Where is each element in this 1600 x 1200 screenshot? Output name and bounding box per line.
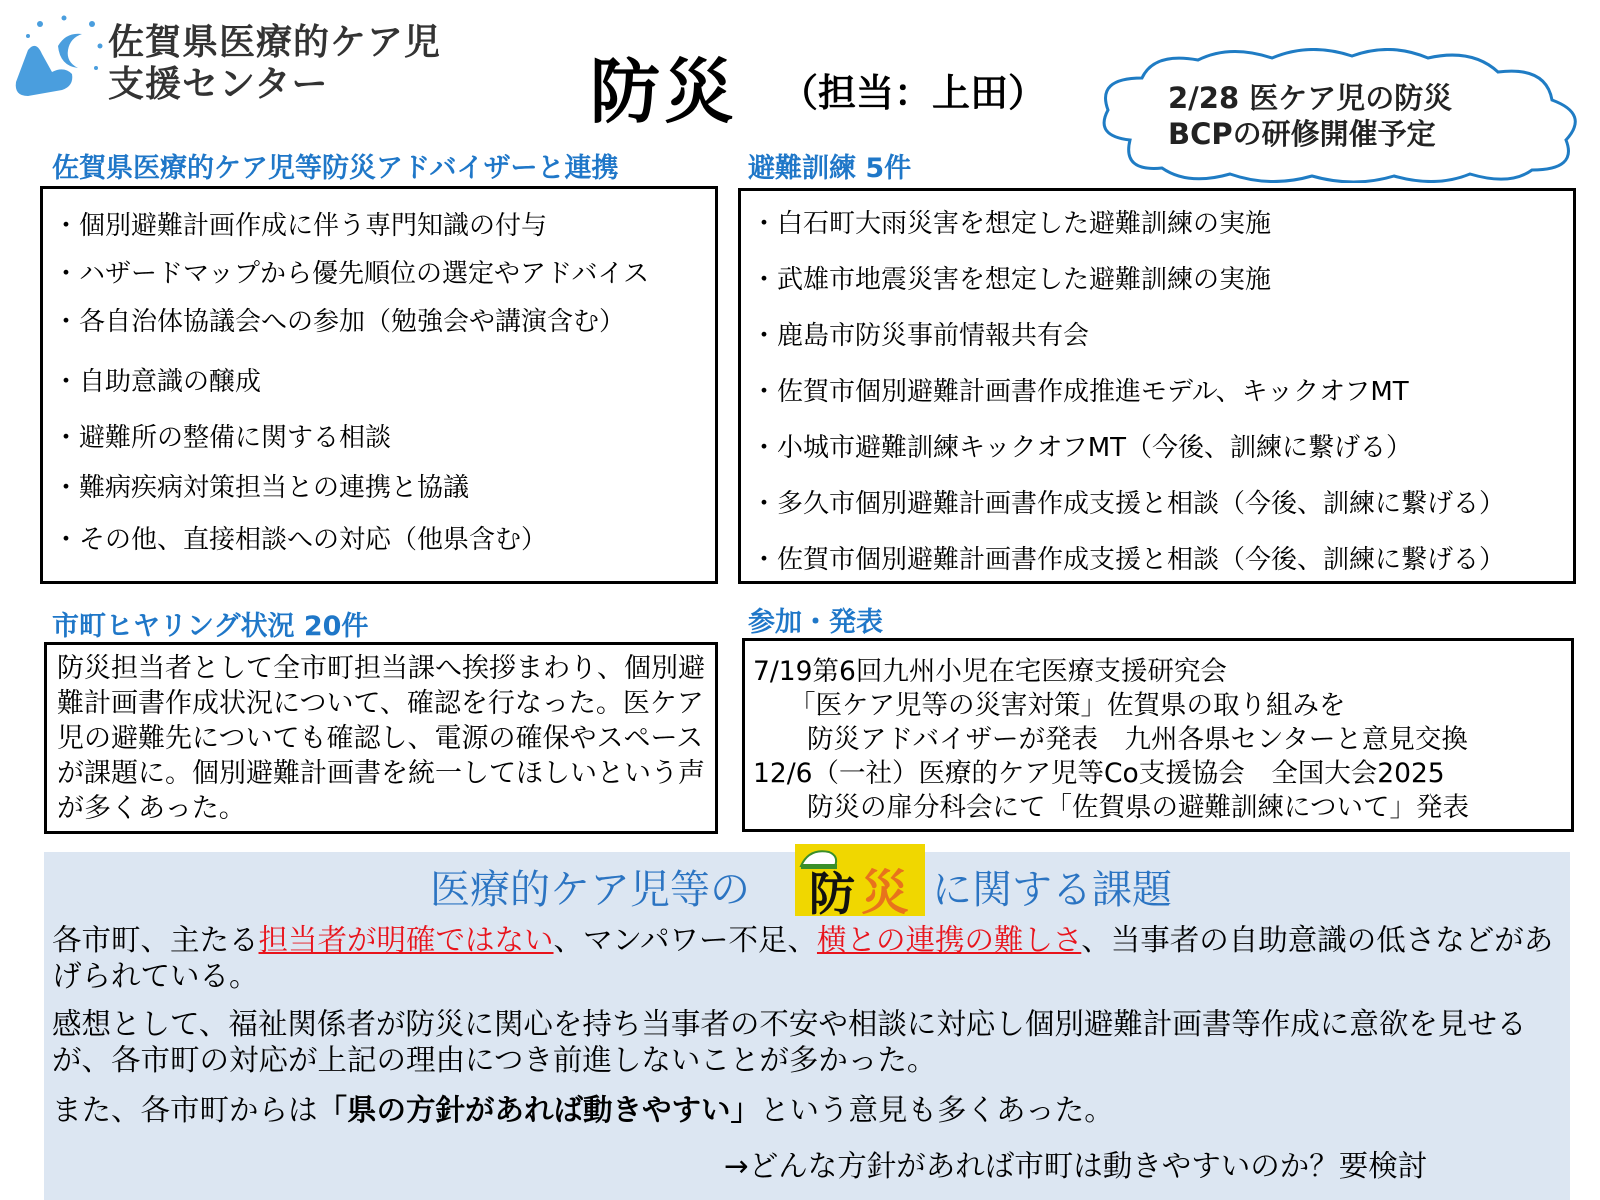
hearing-heading: 市町ヒヤリング状況 20件 — [52, 611, 369, 642]
event-line: 7/19第6回九州小児在宅医療支援研究会 — [753, 656, 1227, 687]
advisor-item: ・難病疾病対策担当との連携と協議 — [53, 473, 470, 503]
bousai-icon-char2: 災 — [861, 865, 910, 921]
p3-quote: 「県の方針があれば動きやすい」 — [317, 1093, 761, 1127]
advisor-item: ・自助意識の醸成 — [53, 367, 262, 397]
page-subtitle: （担当：上田） — [780, 71, 1047, 115]
bousai-icon-char1: 防 — [809, 867, 855, 921]
drill-item: ・白石町大雨災害を想定した避難訓練の実施 — [751, 209, 1272, 239]
event-line: 「医ケア児等の災害対策」佐賀県の取り組みを — [789, 690, 1346, 721]
advisor-item: ・ハザードマップから優先順位の選定やアドバイス — [53, 259, 650, 289]
issues-paragraph-1 — [52, 922, 1564, 994]
org-name-line1: 佐賀県医療的ケア児 — [108, 22, 442, 63]
cloud-text-line1: 2/28 医ケア児の防災 — [1168, 81, 1453, 115]
event-line: 防災アドバイザーが発表 九州各県センターと意見交換 — [807, 724, 1468, 755]
drill-item: ・武雄市地震災害を想定した避難訓練の実施 — [751, 265, 1272, 295]
p3-text-a: また、各市町からは — [52, 1093, 318, 1127]
drills-box — [738, 188, 1576, 584]
advisor-heading: 佐賀県医療的ケア児等防災アドバイザーと連携 — [52, 153, 619, 184]
drill-item: ・小城市避難訓練キックオフMT（今後、訓練に繋げる） — [751, 433, 1413, 463]
drill-item: ・佐賀市個別避難計画書作成支援と相談（今後、訓練に繋げる） — [751, 545, 1506, 575]
cloud-text-line2: BCPの研修開催予定 — [1168, 117, 1436, 151]
drill-item: ・多久市個別避難計画書作成支援と相談（今後、訓練に繋げる） — [751, 489, 1506, 519]
p1-highlight-unclear-owner: 担当者が明確ではない — [258, 923, 554, 957]
advisor-item: ・避難所の整備に関する相談 — [53, 423, 392, 453]
issues-heading-post: に関する課題 — [932, 867, 1172, 913]
advisor-item: ・個別避難計画作成に伴う専門知識の付与 — [53, 211, 548, 241]
hearing-text: 防災担当者として全市町担当課へ挨拶まわり、個別避難計画書作成状況について、確認を行なった。医ケア児の避難先についても確認し、電源の確保やスペースが課題に。個別避難計画書を統一してほしいという声が多くあった。 — [57, 653, 705, 824]
advisor-box — [40, 186, 718, 584]
p1-text-a: 各市町、主たる — [52, 923, 259, 957]
events-box — [742, 638, 1574, 832]
org-name-line2: 支援センター — [108, 64, 329, 105]
issues-paragraph-2: 感想として、福祉関係者が防災に関心を持ち当事者の不安や相談に対応し個別避難計画書等作成に意欲を見せるが、各市町の対応が上記の理由につき前進しないことが多かった。 — [52, 1007, 1527, 1077]
event-line: 12/6（一社）医療的ケア児等Co支援協会 全国大会2025 — [753, 758, 1445, 789]
events-heading: 参加・発表 — [748, 607, 883, 638]
drills-heading: 避難訓練 5件 — [748, 153, 912, 184]
advisor-item: ・各自治体協議会への参加（勉強会や講演含む） — [53, 307, 626, 337]
p1-text-b: 、マンパワー不足、 — [553, 923, 817, 957]
p3-text-b: という意見も多くあった。 — [760, 1093, 1114, 1127]
advisor-item: ・その他、直接相談への対応（他県含む） — [53, 525, 548, 555]
issues-paragraph-3 — [52, 1092, 1564, 1128]
page-title: 防災 — [590, 51, 738, 133]
event-line: 防災の扉分科会にて「佐賀県の避難訓練について」発表 — [807, 792, 1469, 823]
issues-heading — [430, 858, 750, 915]
issues-paragraph-4: →どんな方針があれば市町は動きやすいのか？要検討 — [724, 1149, 1428, 1183]
drill-item: ・佐賀市個別避難計画書作成推進モデル、キックオフMT — [751, 377, 1409, 407]
p1-text-c: 、当事者の自助意識の低さなどがあげられている。 — [52, 923, 1554, 993]
drill-item: ・鹿島市防災事前情報共有会 — [751, 321, 1090, 351]
bousai-icon — [795, 844, 925, 921]
issues-heading-pre: 医療的ケア児等の — [430, 867, 750, 913]
logo-icon — [8, 10, 123, 105]
p1-highlight-coordination: 横との連携の難しさ — [816, 923, 1082, 957]
hearing-box — [44, 642, 718, 834]
